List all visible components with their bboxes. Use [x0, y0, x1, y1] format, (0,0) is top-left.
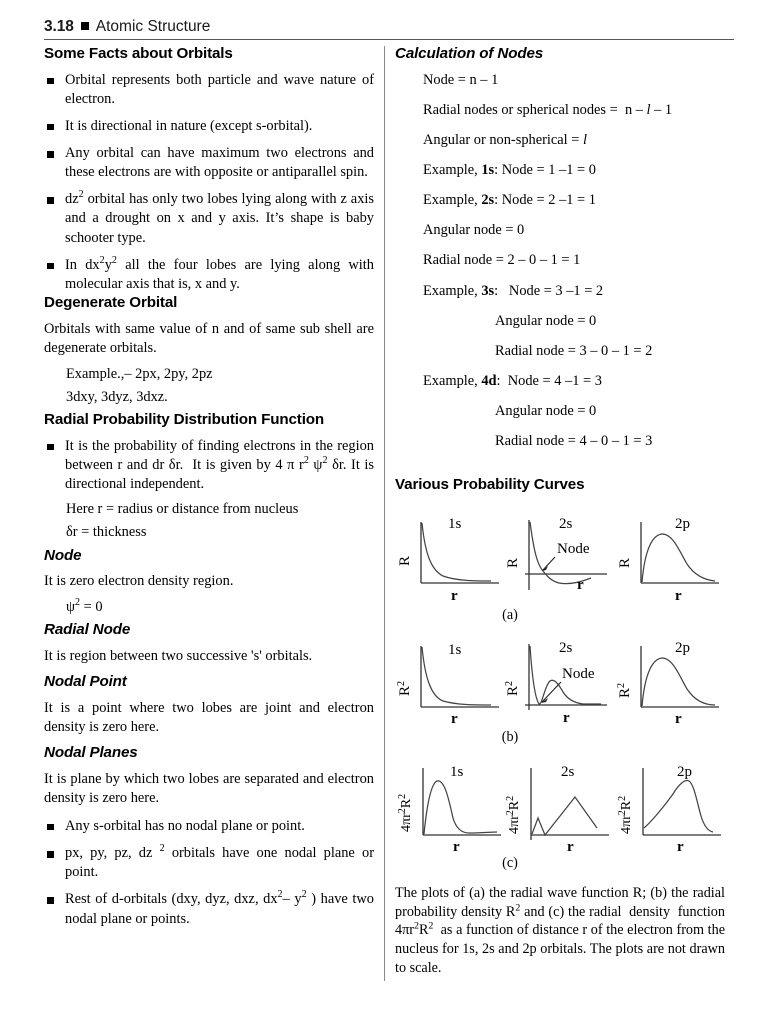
plot-title-2p: 2p: [675, 640, 690, 657]
plot-title-2p: 2p: [675, 516, 690, 533]
heading-nodal-point: Nodal Point: [44, 673, 127, 691]
axis-label-r: r: [563, 710, 570, 727]
axis-label-R: R: [397, 556, 413, 567]
equation-2s-angular-node: Angular node = 0: [423, 222, 525, 239]
axis-label-4pir2R2: $4\pi r^2R^2$: [617, 796, 634, 835]
plot-row-a-1s: [395, 508, 505, 611]
plot-title-1s: 1s: [448, 642, 462, 659]
axis-label-4pir2R2: $4\pi r^2R^2$: [397, 794, 414, 833]
axis-label-r: r: [675, 711, 682, 728]
equation-example-3s: Example, 3s: Node = 3 –1 = 2: [423, 282, 604, 299]
plot-row-b: [395, 634, 725, 733]
bullet-text: Orbital represents both particle and wave nature of electron.: [65, 71, 374, 107]
node-annotation: Node: [557, 541, 590, 558]
facts-bullet-list: [44, 71, 374, 295]
plot-row-a-2p: [615, 508, 725, 611]
plot-row-a-label: (a): [502, 607, 518, 624]
figure-caption: The plots of (a) the radial wave function R; (b) the radial probability density $R^2$ and (c) the radial density function $4\pi r^2R^2$ as a function of distance r of the electron from the nucleus for 1s, 2s and 2p orbitals. The plots are not drawn to scale.: [395, 885, 725, 976]
list-item: Rest of d-orbitals (dxy, dyz, dxz, $dx^2-$ $y^2$ ) have two nodal plane or points.: [44, 890, 374, 928]
plot-row-b-label: (b): [501, 729, 519, 746]
axis-label-R: R: [505, 558, 521, 569]
list-item: In $dx^2y^2$ all the four lobes are lying along with molecular axis that is, x and y.: [44, 256, 374, 294]
plot-row-a: [395, 508, 725, 611]
heading-various-probability-curves: Various Probability Curves: [395, 475, 585, 493]
page-folio: 3.18: [44, 18, 74, 35]
chapter-title: Atomic Structure: [95, 18, 211, 35]
axis-label-r: r: [567, 839, 574, 855]
heading-nodal-planes: Nodal Planes: [44, 744, 138, 762]
axis-label-r: r: [451, 711, 458, 728]
list-item: px, py, pz, dz $^2$ orbitals have one nodal plane or point.: [44, 844, 374, 882]
axis-label-R2: $R^2$: [396, 681, 413, 697]
left-column: [44, 45, 374, 929]
nodal-planes-text: It is plane by which two lobes are separated and electron density is zero here.: [44, 770, 374, 806]
node-annotation: Node: [562, 666, 595, 683]
node-text: It is zero electron density region.: [44, 573, 234, 590]
radial-note-1: Here r = radius or distance from nucleus: [66, 501, 299, 518]
nodal-point-text: It is a point where two lobes are joint and electron density is zero here.: [44, 699, 374, 735]
axis-label-R2: $R^2$: [505, 681, 521, 697]
heading-some-facts-about-orbitals: Some Facts about Orbitals: [44, 45, 233, 62]
column-divider: [384, 46, 385, 981]
plot-title-2s: 2s: [561, 764, 575, 781]
list-item: [44, 817, 374, 836]
list-item: It is the probability of finding electrons in the region between r and dr δr. It is given by 4 π $r^2$ $\psi^2$ δr. It is directional independent.: [44, 437, 374, 494]
list-item: [44, 144, 374, 182]
right-column: [395, 45, 725, 876]
plot-title-2p: 2p: [677, 764, 692, 781]
list-item: [44, 71, 374, 109]
plot-row-c-label-wrap: [395, 855, 725, 876]
axis-label-R2: $R^2$: [616, 683, 633, 699]
plot-row-c: [395, 756, 725, 859]
bullet-text: Any orbital can have maximum two electrons and these electrons are with opposite or antiparallel spin.: [65, 145, 374, 181]
black-square-icon: [81, 22, 89, 30]
heading-degenerate-orbital: Degenerate Orbital: [44, 294, 178, 312]
heading-node: Node: [44, 546, 82, 564]
equation-angular-nonspherical: Angular or non-spherical = l: [423, 131, 587, 148]
axis-label-r: r: [451, 588, 458, 605]
plot-title-1s: 1s: [450, 764, 464, 781]
plot-row-c-label: (c): [502, 855, 518, 872]
probability-curve-figures: [395, 508, 725, 876]
axis-label-R: R: [617, 558, 633, 569]
equation-example-1s: Example, 1s: Node = 1 –1 = 0: [423, 162, 596, 179]
equation-4d-radial-node: Radial node = 4 – 0 – 1 = 3: [495, 433, 653, 450]
plot-row-b-label-wrap: [395, 729, 725, 750]
equation-4d-angular-node: Angular node = 0: [495, 403, 597, 420]
equation-3s-angular-node: Angular node = 0: [495, 312, 597, 329]
heading-radial-probability-distribution-function: Radial Probability Distribution Function: [44, 411, 325, 429]
plot-row-a-2s: [505, 508, 615, 611]
equation-2s-radial-node: Radial node = 2 – 0 – 1 = 1: [423, 252, 581, 269]
bullet-text: Any s-orbital has no nodal plane or point.: [65, 817, 305, 834]
plot-row-b-1s: [395, 634, 505, 733]
degenerate-orbital-text: Orbitals with same value of n and of same sub shell are degenerate orbitals.: [44, 320, 374, 356]
page-header: [44, 18, 734, 36]
equation-3s-radial-node: Radial node = 3 – 0 – 1 = 2: [495, 342, 653, 359]
radial-note-2: δr = thickness: [66, 524, 147, 541]
axis-label-r: r: [675, 588, 682, 605]
radial-node-text: It is region between two successive 's' orbitals.: [44, 648, 313, 665]
equation-radial-nodes: Radial nodes or spherical nodes = n – l – 1: [423, 101, 673, 118]
radial-probability-bullet-list: [44, 437, 374, 494]
equation-example-2s: Example, 2s: Node = 2 –1 = 1: [423, 192, 596, 209]
nodal-planes-bullet-list: [44, 817, 374, 929]
axis-label-r: r: [577, 577, 584, 594]
plot-row-a-label-wrap: [395, 607, 725, 628]
plot-row-b-2s: [505, 634, 615, 733]
axis-label-4pir2R2: $4\pi r^2R^2$: [505, 796, 522, 835]
plot-row-b-2p: [615, 634, 725, 733]
bullet-text: It is directional in nature (except s-orbital).: [65, 117, 313, 134]
plot-row-c-1s: [395, 756, 505, 859]
plot-title-2s: 2s: [559, 516, 573, 533]
plot-row-c-2s: [505, 756, 615, 859]
equation-example-4d: Example, 4d: Node = 4 –1 = 3: [423, 373, 602, 390]
header-rule: [44, 39, 734, 40]
heading-radial-node: Radial Node: [44, 621, 131, 639]
list-item: $dz^2$ orbital has only two lobes lying along with z axis and a drought on x and y axis. It’s shape is baby schooter type.: [44, 190, 374, 247]
plot-row-c-2p: [615, 756, 725, 859]
axis-label-r: r: [453, 839, 460, 855]
equation-node: Node = n – 1: [423, 71, 499, 88]
plot-title-1s: 1s: [448, 516, 462, 533]
node-equation: $\psi^2 = 0$: [66, 597, 103, 616]
plot-title-2s: 2s: [559, 640, 573, 657]
degenerate-example-2: 3dxy, 3dyz, 3dxz.: [66, 389, 168, 406]
axis-label-r: r: [677, 839, 684, 855]
list-item: [44, 117, 374, 136]
heading-calculation-of-nodes: Calculation of Nodes: [395, 45, 544, 62]
degenerate-example-1: Example.,– 2px, 2py, 2pz: [66, 365, 213, 382]
